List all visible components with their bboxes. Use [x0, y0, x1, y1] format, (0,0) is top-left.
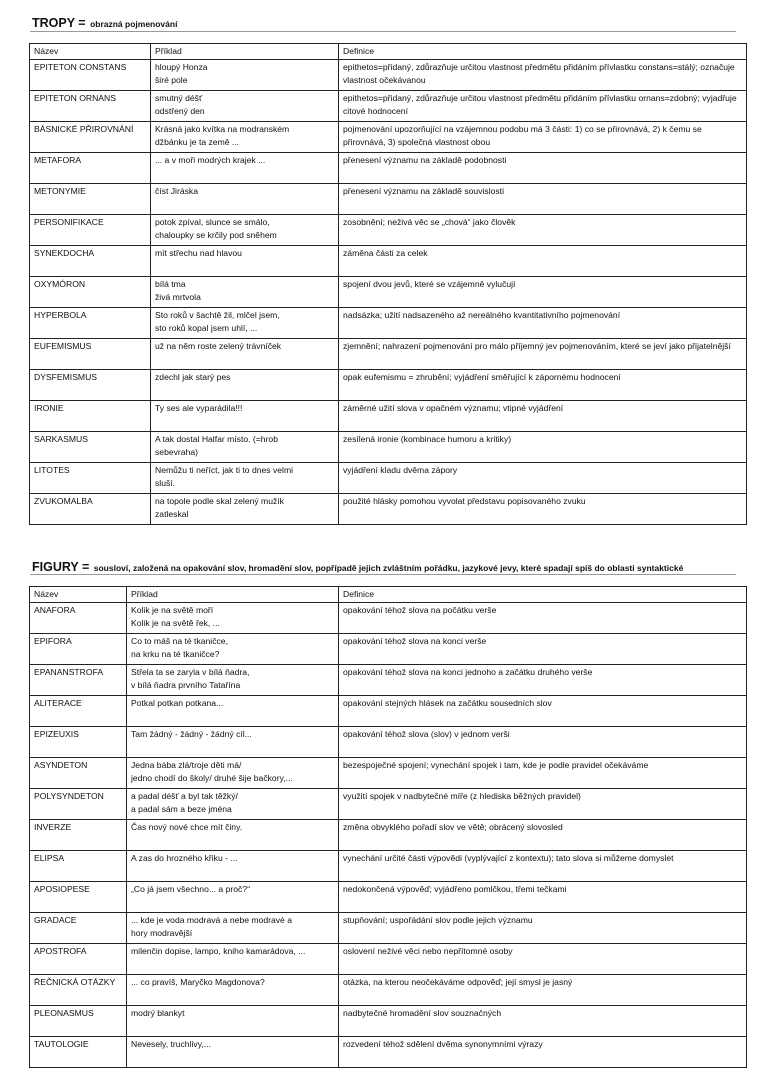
- term-name-text: ZVUKOMALBA: [34, 496, 93, 506]
- term-name: [30, 789, 127, 820]
- term-example: [151, 494, 339, 525]
- example-line: sluší.: [155, 478, 176, 488]
- term-name: [30, 1006, 127, 1037]
- definition-text: použité hlásky pomohou vyvolat představu popisovaného zvuku: [343, 496, 586, 506]
- table-row: [30, 60, 747, 91]
- term-example: [127, 913, 339, 944]
- example-line: širé pole: [155, 75, 188, 85]
- example-line: A tak dostal Halfar místo. (=hrob: [155, 434, 278, 444]
- term-name: [30, 277, 151, 308]
- example-line: hloupý Honza: [155, 62, 208, 72]
- term-definition: [339, 463, 747, 494]
- example-line: zatleskal: [155, 509, 189, 519]
- term-definition: [339, 665, 747, 696]
- term-example: [127, 789, 339, 820]
- term-definition: [339, 60, 747, 91]
- header-name: Název: [30, 44, 151, 60]
- example-line: Kolik je na světě řek, ...: [131, 618, 220, 628]
- term-name-text: ELIPSA: [34, 853, 65, 863]
- term-name: [30, 370, 151, 401]
- example-line: v bílá ňadra prvního Tatařína: [131, 680, 241, 690]
- term-definition: [339, 215, 747, 246]
- term-definition: [339, 634, 747, 665]
- definition-text: změna obvyklého pořadí slov ve větě; obrácený slovosled: [343, 822, 563, 832]
- example-line: jedno chodí do školy/ druhé šije bačkory,...: [131, 773, 293, 783]
- term-name: [30, 913, 127, 944]
- term-example: [151, 339, 339, 370]
- term-name-text: POLYSYNDETON: [34, 791, 104, 801]
- example-line: ... kde je voda modravá a nebe modravé a: [131, 915, 292, 925]
- term-name-text: INVERZE: [34, 822, 72, 832]
- example-line: smutný déšť: [155, 93, 203, 103]
- definition-text: oslovení neživé věci nebo nepřítomné osoby: [343, 946, 513, 956]
- definition-text: záměna části za celek: [343, 248, 428, 258]
- term-name-text: TAUTOLOGIE: [34, 1039, 89, 1049]
- table-row: [30, 944, 747, 975]
- example-line: sto roků kopal jsem uhlí, ...: [155, 323, 258, 333]
- definition-text: zjemnění; nahrazení pojmenování pro málo příjemný jev pojmenováním, které se jeví jako přijatelnější: [343, 341, 731, 351]
- example-line: chaloupky se krčily pod sněhem: [155, 230, 277, 240]
- table-row: [30, 758, 747, 789]
- term-name-text: PERSONIFIKACE: [34, 217, 104, 227]
- example-line: sebevraha): [155, 447, 198, 457]
- table-row: [30, 665, 747, 696]
- table-row: [30, 696, 747, 727]
- term-example: [151, 122, 339, 153]
- term-definition: [339, 913, 747, 944]
- term-name-text: DYSFEMISMUS: [34, 372, 98, 382]
- definition-text: vyjádření kladu dvěma zápory: [343, 465, 458, 475]
- term-name-text: GRADACE: [34, 915, 77, 925]
- figury-table: [29, 586, 747, 1068]
- term-example: [127, 634, 339, 665]
- tropy-subtitle: obrazná pojmenování: [90, 19, 178, 29]
- term-name-text: LITOTES: [34, 465, 70, 475]
- definition-text: spojení dvou jevů, které se vzájemně vylučují: [343, 279, 516, 289]
- term-name: [30, 944, 127, 975]
- term-example: [127, 975, 339, 1006]
- term-name-text: EPIZEUXIS: [34, 729, 79, 739]
- term-definition: [339, 184, 747, 215]
- table-row: [30, 463, 747, 494]
- term-name-text: EUFEMISMUS: [34, 341, 92, 351]
- definition-text: opakování téhož slova na konci jednoho a začátku druhého verše: [343, 667, 593, 677]
- term-name-text: IRONIE: [34, 403, 64, 413]
- term-name-text: ALITERACE: [34, 698, 82, 708]
- example-line: Nemůžu ti neříct, jak ti to dnes velmi: [155, 465, 294, 475]
- table-row: [30, 215, 747, 246]
- header-example: Příklad: [127, 587, 339, 603]
- term-example: [127, 603, 339, 634]
- term-name: [30, 851, 127, 882]
- definition-text: opak eufemismu = zhrubění; vyjádření směřující k zápornému hodnocení: [343, 372, 621, 382]
- term-example: [127, 1006, 339, 1037]
- term-name: [30, 975, 127, 1006]
- figury-subtitle: sousloví, založená na opakování slov, hromadění slov, popřípadě jejich zvláštním pořádku, jazykové jevy, které spadají spíš do oblasti syntaktické: [93, 563, 684, 573]
- table-row: [30, 432, 747, 463]
- table-row: [30, 913, 747, 944]
- term-definition: [339, 494, 747, 525]
- example-line: Ty ses ale vyparádila!!!: [155, 403, 243, 413]
- definition-text: nadsázka; užití nadsazeného až nereálného kvantitativního pojmenování: [343, 310, 621, 320]
- header-example: Příklad: [151, 44, 339, 60]
- definition-text: nedokončená výpověď; vyjádřeno pomlčkou, třemi tečkami: [343, 884, 567, 894]
- term-name-text: SARKASMUS: [34, 434, 88, 444]
- term-example: [127, 758, 339, 789]
- tropy-divider: [30, 31, 736, 32]
- example-line: Sto roků v šachtě žil, mlčel jsem,: [155, 310, 280, 320]
- definition-text: pojmenování upozorňující na vzájemnou podobu má 3 části: 1) co se přirovnává, 2) k čemu se přirovnává, 3) společná vlastnost obou: [343, 124, 702, 147]
- term-name-text: METONYMIE: [34, 186, 86, 196]
- example-line: odstřený den: [155, 106, 205, 116]
- table-row: [30, 1037, 747, 1068]
- table-row: [30, 634, 747, 665]
- table-row: [30, 851, 747, 882]
- term-definition: [339, 727, 747, 758]
- term-name: [30, 665, 127, 696]
- term-definition: [339, 820, 747, 851]
- term-name: [30, 634, 127, 665]
- definition-text: opakování stejných hlásek na začátku sousedních slov: [343, 698, 552, 708]
- term-definition: [339, 401, 747, 432]
- definition-text: zosobnění; neživá věc se „chová“ jako člověk: [343, 217, 516, 227]
- term-example: [151, 184, 339, 215]
- header-name: Název: [30, 587, 127, 603]
- table-row: [30, 153, 747, 184]
- term-definition: [339, 944, 747, 975]
- table-row: [30, 1006, 747, 1037]
- example-line: hory modravější: [131, 928, 193, 938]
- term-name-text: APOSTROFA: [34, 946, 87, 956]
- term-name-text: OXYMÓRON: [34, 279, 86, 289]
- example-line: Jedna bába zlá/troje děti má/: [131, 760, 242, 770]
- term-name: [30, 122, 151, 153]
- term-example: [151, 308, 339, 339]
- term-name-text: SYNEKDOCHA: [34, 248, 95, 258]
- example-line: na topole podle skal zelený mužík: [155, 496, 284, 506]
- term-name: [30, 153, 151, 184]
- term-example: [151, 401, 339, 432]
- term-definition: [339, 153, 747, 184]
- term-definition: [339, 882, 747, 913]
- term-name-text: ASYNDETON: [34, 760, 88, 770]
- term-example: [127, 882, 339, 913]
- term-name: [30, 696, 127, 727]
- term-example: [127, 820, 339, 851]
- example-line: živá mrtvola: [155, 292, 201, 302]
- term-name-text: EPANANSTROFA: [34, 667, 104, 677]
- table-row: [30, 339, 747, 370]
- table-row: [30, 789, 747, 820]
- term-name-text: EPITETON ORNANS: [34, 93, 116, 103]
- example-line: Čas nový nové chce mít činy.: [131, 822, 243, 832]
- term-example: [151, 370, 339, 401]
- term-name: [30, 463, 151, 494]
- term-example: [151, 153, 339, 184]
- table-row: [30, 370, 747, 401]
- table-header-row: [30, 587, 747, 603]
- definition-text: opakování téhož slova (slov) v jednom verši: [343, 729, 510, 739]
- table-row: [30, 184, 747, 215]
- term-example: [151, 463, 339, 494]
- term-definition: [339, 758, 747, 789]
- term-definition: [339, 603, 747, 634]
- example-line: bílá tma: [155, 279, 186, 289]
- term-definition: [339, 122, 747, 153]
- table-row: [30, 308, 747, 339]
- term-definition: [339, 1037, 747, 1068]
- definition-text: zesílená ironie (kombinace humoru a kritiky): [343, 434, 512, 444]
- example-line: Co to máš na té tkaničce,: [131, 636, 228, 646]
- definition-text: přenesení významu na základě podobnosti: [343, 155, 507, 165]
- term-name: [30, 215, 151, 246]
- table-row: [30, 401, 747, 432]
- definition-text: rozvedení téhož sdělení dvěma synonymními výrazy: [343, 1039, 543, 1049]
- table-row: [30, 122, 747, 153]
- term-name-text: BÁSNICKÉ PŘIROVNÁNÍ: [34, 124, 134, 134]
- example-line: číst Jiráska: [155, 186, 198, 196]
- definition-text: záměrné užití slova v opačném významu; vtipné vyjádření: [343, 403, 564, 413]
- term-example: [127, 665, 339, 696]
- example-line: potok zpíval, slunce se smálo,: [155, 217, 270, 227]
- tropy-title: TROPY =: [32, 16, 86, 30]
- term-name: [30, 1037, 127, 1068]
- term-name: [30, 820, 127, 851]
- term-name-text: ANAFORA: [34, 605, 76, 615]
- example-line: a padal déšť a byl tak těžký/: [131, 791, 238, 801]
- example-line: A zas do hrozného křiku - ...: [131, 853, 238, 863]
- term-name-text: APOSIOPESE: [34, 884, 90, 894]
- definition-text: stupňování; uspořádání slov podle jejich významu: [343, 915, 533, 925]
- example-line: Nevesely, truchlivy,...: [131, 1039, 211, 1049]
- table-row: [30, 727, 747, 758]
- example-line: už na něm roste zelený trávníček: [155, 341, 282, 351]
- term-name: [30, 603, 127, 634]
- term-example: [151, 432, 339, 463]
- example-line: ... co pravíš, Maryčko Magdonova?: [131, 977, 265, 987]
- tropy-table: [29, 43, 747, 525]
- term-name-text: HYPERBOLA: [34, 310, 87, 320]
- term-definition: [339, 370, 747, 401]
- definition-text: vynechání určité části výpovědi (vyplývající z kontextu); tato slova si můžeme domyslet: [343, 853, 674, 863]
- term-name: [30, 494, 151, 525]
- term-example: [151, 215, 339, 246]
- table-row: [30, 246, 747, 277]
- term-name: [30, 758, 127, 789]
- definition-text: bezespoječné spojení; vynechání spojek i tam, kde je podle pravidel očekáváme: [343, 760, 649, 770]
- term-name-text: PLEONASMUS: [34, 1008, 94, 1018]
- definition-text: využití spojek v nadbytečné míře (z hlediska běžných pravidel): [343, 791, 581, 801]
- term-definition: [339, 91, 747, 122]
- example-line: na krku na té tkaničce?: [131, 649, 220, 659]
- term-definition: [339, 1006, 747, 1037]
- table-row: [30, 494, 747, 525]
- example-line: džbánku je ta země ...: [155, 137, 240, 147]
- header-definition: Definice: [339, 44, 747, 60]
- term-name-text: METAFORA: [34, 155, 82, 165]
- figury-title: FIGURY =: [32, 560, 90, 574]
- term-name: [30, 727, 127, 758]
- example-line: „Co já jsem všechno... a proč?“: [131, 884, 250, 894]
- definition-text: otázka, na kterou neočekáváme odpověď; její smysl je jasný: [343, 977, 573, 987]
- table-header-row: [30, 44, 747, 60]
- term-definition: [339, 851, 747, 882]
- table-row: [30, 277, 747, 308]
- term-example: [127, 1037, 339, 1068]
- table-row: [30, 603, 747, 634]
- example-line: mít střechu nad hlavou: [155, 248, 242, 258]
- table-row: [30, 882, 747, 913]
- term-name: [30, 184, 151, 215]
- figury-divider: [30, 574, 736, 575]
- term-definition: [339, 339, 747, 370]
- definition-text: přenesení významu na základě souvislosti: [343, 186, 504, 196]
- term-example: [127, 944, 339, 975]
- table-row: [30, 820, 747, 851]
- term-name-text: EPIFORA: [34, 636, 72, 646]
- term-example: [151, 277, 339, 308]
- definition-text: nadbytečné hromadění slov souznačných: [343, 1008, 502, 1018]
- term-name: [30, 339, 151, 370]
- table-row: [30, 975, 747, 1006]
- term-name: [30, 60, 151, 91]
- term-name: [30, 91, 151, 122]
- term-name-text: ŘEČNICKÁ OTÁZKY: [34, 977, 116, 987]
- term-name: [30, 401, 151, 432]
- example-line: a padal sám a beze jména: [131, 804, 232, 814]
- definition-text: opakování téhož slova na konci verše: [343, 636, 487, 646]
- example-line: Střela ta se zaryla v bílá ňadra,: [131, 667, 250, 677]
- example-line: Kolik je na světě moří: [131, 605, 214, 615]
- example-line: Krásná jako kvítka na modranském: [155, 124, 290, 134]
- example-line: ... a v moři modrých krajek ...: [155, 155, 266, 165]
- term-definition: [339, 246, 747, 277]
- table-row: [30, 91, 747, 122]
- definition-text: opakování téhož slova na počátku verše: [343, 605, 497, 615]
- term-definition: [339, 432, 747, 463]
- term-example: [127, 696, 339, 727]
- term-name: [30, 308, 151, 339]
- term-definition: [339, 277, 747, 308]
- definition-text: epithetos=přidaný, zdůrazňuje určitou vlastnost předmětu přidáním přívlastku ornans=zdobný; vyjadřuje citové hodnocení: [343, 93, 737, 116]
- term-example: [151, 60, 339, 91]
- header-definition: Definice: [339, 587, 747, 603]
- term-example: [151, 91, 339, 122]
- term-definition: [339, 975, 747, 1006]
- tropy-section-title: [32, 14, 177, 32]
- term-definition: [339, 789, 747, 820]
- example-line: milenčin dopise, lampo, kniho kamarádova, ...: [131, 946, 306, 956]
- example-line: zdechl jak starý pes: [155, 372, 231, 382]
- example-line: Tam žádný - žádný - žádný cíl...: [131, 729, 252, 739]
- term-name: [30, 432, 151, 463]
- term-definition: [339, 308, 747, 339]
- term-example: [151, 246, 339, 277]
- example-line: modrý blankyt: [131, 1008, 185, 1018]
- term-definition: [339, 696, 747, 727]
- term-example: [127, 851, 339, 882]
- term-example: [127, 727, 339, 758]
- term-name-text: EPITETON CONSTANS: [34, 62, 127, 72]
- term-name: [30, 882, 127, 913]
- definition-text: epithetos=přidaný, zdůrazňuje určitou vlastnost předmětu přidáním přívlastku constans=stálý; označuje vlastnost očekávanou: [343, 62, 735, 85]
- example-line: Potkal potkan potkana...: [131, 698, 224, 708]
- term-name: [30, 246, 151, 277]
